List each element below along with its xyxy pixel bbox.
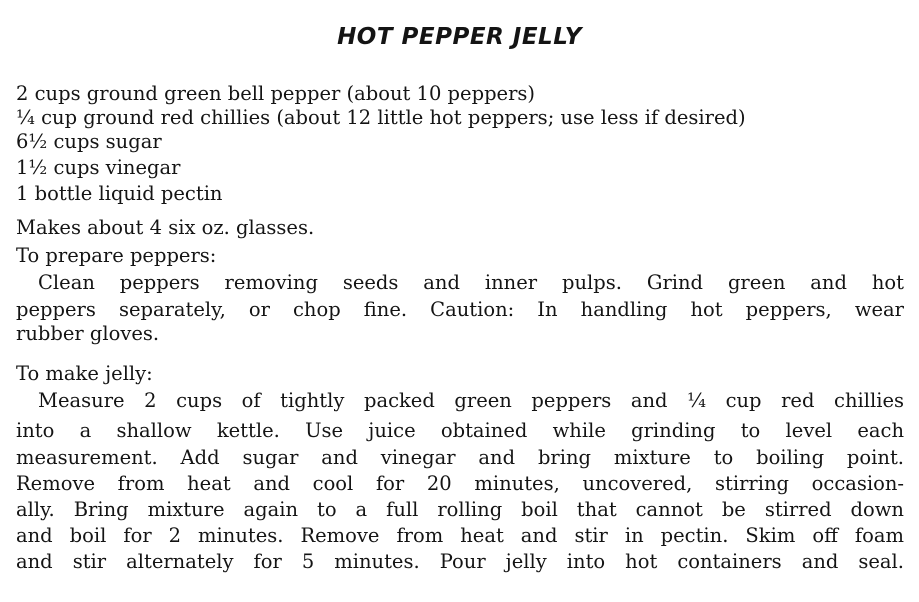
make-line: ally. Bring mixture again to a full rolling boil that cannot be stirred down	[16, 498, 904, 521]
make-line: Remove from heat and cool for 20 minutes, uncovered, stirring occasion-	[16, 472, 904, 495]
make-line: and stir alternately for 5 minutes. Pour jelly into hot containers and seal.	[16, 550, 904, 573]
ingredient-line: ¼ cup ground red chillies (about 12 little hot peppers; use less if desired)	[16, 106, 746, 129]
make-line: measurement. Add sugar and vinegar and bring mixture to boiling point.	[16, 446, 904, 469]
prepare-line: rubber gloves.	[16, 322, 160, 345]
make-line: Measure 2 cups of tightly packed green peppers and ¼ cup red chillies	[38, 389, 904, 412]
make-line: into a shallow kettle. Use juice obtained while grinding to level each	[16, 419, 904, 442]
make-heading: To make jelly:	[16, 362, 153, 385]
ingredient-line: 2 cups ground green bell pepper (about 10 peppers)	[16, 82, 536, 105]
ingredient-line: 1 bottle liquid pectin	[16, 182, 223, 205]
make-line: and boil for 2 minutes. Remove from heat and stir in pectin. Skim off foam	[16, 524, 904, 547]
ingredient-line: 6½ cups sugar	[16, 130, 162, 153]
recipe-title: HOT PEPPER JELLY	[337, 24, 582, 50]
prepare-line: Clean peppers removing seeds and inner pulps. Grind green and hot	[38, 271, 904, 294]
yield-text: Makes about 4 six oz. glasses.	[16, 216, 315, 239]
ingredient-line: 1½ cups vinegar	[16, 156, 181, 179]
prepare-heading: To prepare peppers:	[16, 244, 217, 267]
prepare-line: peppers separately, or chop fine. Caution: In handling hot peppers, wear	[16, 298, 904, 321]
